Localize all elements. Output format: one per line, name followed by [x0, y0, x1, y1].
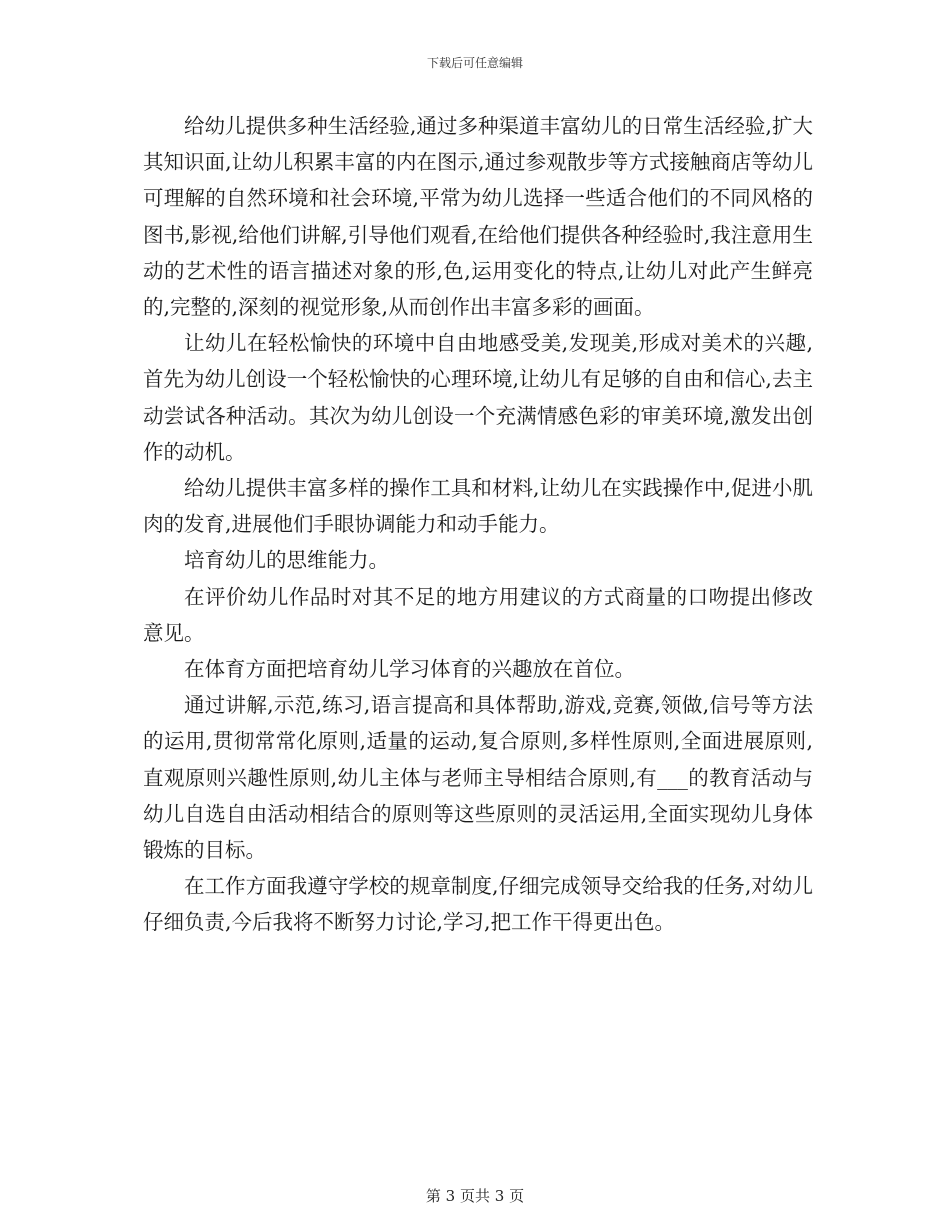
- paragraph: 让幼儿在轻松愉快的环境中自由地感受美,发现美,形成对美术的兴趣,首先为幼儿创设一个轻松愉快的心理环境,让幼儿有足够的自由和信心,去主动尝试各种活动。其次为幼儿创设一个充满情感色彩的审美环境,激发出创作的动机。: [143, 331, 813, 464]
- page-number-footer: 第 3 页共 3 页: [425, 1187, 525, 1205]
- paragraph: 在评价幼儿作品时对其不足的地方用建议的方式商量的口吻提出修改意见。: [143, 584, 813, 645]
- paragraph: 通过讲解,示范,练习,语言提高和具体帮助,游戏,竞赛,领做,信号等方法的运用,贯彻常常化原则,适量的运动,复合原则,多样性原则,全面进展原则,直观原则兴趣性原则,幼儿主体与老师主导相结合原则,有___的教育活动与幼儿自选自由活动相结合的原则等这些原则的灵活运用,全面实现幼儿身体锻炼的目标。: [143, 693, 813, 863]
- page-header: 下载后可任意编辑: [426, 56, 523, 70]
- paragraph: 给幼儿提供丰富多样的操作工具和材料,让幼儿在实践操作中,促进小肌肉的发育,进展他们手眼协调能力和动手能力。: [143, 476, 813, 537]
- paragraph: 培育幼儿的思维能力。: [184, 548, 389, 573]
- paragraph: 在工作方面我遵守学校的规章制度,仔细完成领导交给我的任务,对幼儿仔细负责,今后我将不断努力讨论,学习,把工作干得更出色。: [143, 874, 813, 935]
- document-body: [143, 108, 813, 941]
- paragraph: 在体育方面把培育幼儿学习体育的兴趣放在首位。: [184, 657, 635, 682]
- paragraph: 给幼儿提供多种生活经验,通过多种渠道丰富幼儿的日常生活经验,扩大其知识面,让幼儿积累丰富的内在图示,通过参观散步等方式接触商店等幼儿可理解的自然环境和社会环境,平常为幼儿选择一些适合他们的不同风格的图书,影视,给他们讲解,引导他们观看,在给他们提供各种经验时,我注意用生动的艺术性的语言描述对象的形,色,运用变化的特点,让幼儿对此产生鲜亮的,完整的,深刻的视觉形象,从而创作出丰富多彩的画面。: [143, 114, 813, 320]
